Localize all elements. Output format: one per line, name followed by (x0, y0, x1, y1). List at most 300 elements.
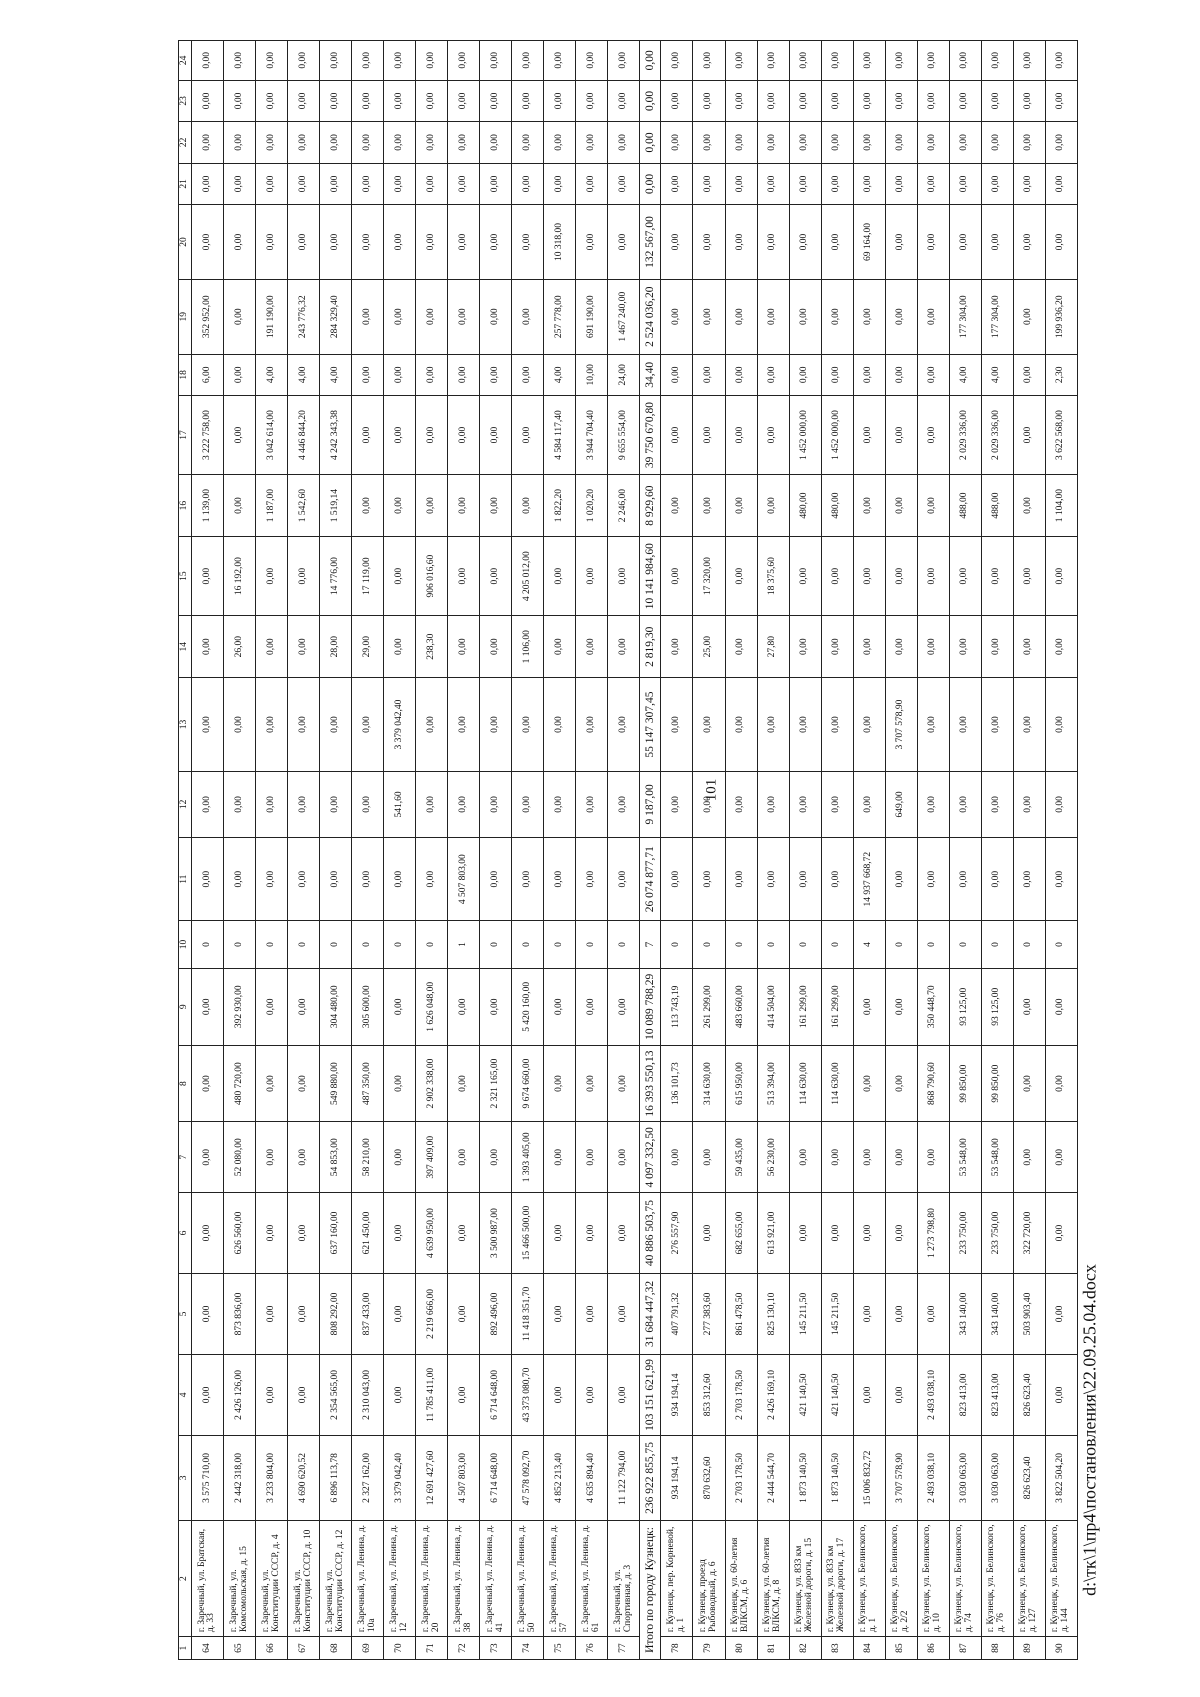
value-cell: 0,00 (288, 838, 320, 921)
value-cell: 0,00 (384, 122, 416, 164)
value-cell: 0,00 (384, 616, 416, 678)
value-cell: 0,00 (480, 537, 512, 616)
value-cell: 14 776,00 (320, 537, 352, 616)
value-cell: 0,00 (789, 80, 821, 122)
value-cell: 0,00 (608, 205, 640, 280)
value-cell: 0,00 (1013, 80, 1045, 122)
value-cell: 243 776,32 (288, 279, 320, 354)
value-cell: 4 852 213,40 (544, 1435, 576, 1520)
value-cell: 11 122 794,00 (608, 1435, 640, 1520)
total-value-cell: 4 097 332,50 (640, 1122, 661, 1193)
table-row (725, 41, 757, 1660)
value-cell: 0,00 (191, 1122, 223, 1193)
value-cell: 0,00 (949, 163, 981, 205)
total-value-cell: 236 922 855,75 (640, 1435, 661, 1520)
value-cell: 0,00 (544, 968, 576, 1045)
address-cell: г. Заречный, ул. Братская, д. 33 (191, 1520, 223, 1636)
value-cell: 0,00 (512, 838, 544, 921)
table-row (416, 41, 448, 1660)
table-row (576, 41, 608, 1660)
value-cell: 0,00 (885, 354, 917, 396)
value-cell: 0,00 (661, 771, 693, 837)
row-number-cell: 87 (949, 1637, 981, 1660)
value-cell: 0,00 (1045, 616, 1077, 678)
value-cell: 0,00 (917, 122, 949, 164)
value-cell: 0,00 (576, 1122, 608, 1193)
value-cell: 0,00 (821, 616, 853, 678)
value-cell: 837 433,00 (352, 1273, 384, 1354)
value-cell: 0,00 (480, 122, 512, 164)
value-cell: 0,00 (1045, 1122, 1077, 1193)
value-cell: 0,00 (725, 537, 757, 616)
table-row (1045, 41, 1077, 1660)
value-cell: 0,00 (256, 1122, 288, 1193)
value-cell: 0,00 (693, 122, 725, 164)
value-cell: 350 448,70 (917, 968, 949, 1045)
value-cell: 0,00 (224, 396, 256, 475)
value-cell: 0,00 (1045, 80, 1077, 122)
value-cell: 99 850,00 (949, 1045, 981, 1122)
header-cell: 8 (179, 1045, 192, 1122)
address-cell: г. Заречный, ул. Комсомольская, д. 15 (224, 1520, 256, 1636)
value-cell: 0,00 (661, 354, 693, 396)
value-cell: 343 140,00 (981, 1273, 1013, 1354)
value-cell: 0,00 (608, 1122, 640, 1193)
value-cell: 0,00 (576, 1045, 608, 1122)
value-cell: 0,00 (191, 968, 223, 1045)
value-cell: 0,00 (384, 838, 416, 921)
value-cell: 10 318,00 (544, 205, 576, 280)
table-row (512, 41, 544, 1660)
total-value-cell: 34,40 (640, 354, 661, 396)
value-cell: 0,00 (256, 678, 288, 771)
value-cell: 177 304,00 (981, 279, 1013, 354)
value-cell: 17 320,00 (693, 537, 725, 616)
value-cell: 0,00 (725, 616, 757, 678)
value-cell: 0,00 (352, 41, 384, 81)
value-cell: 0,00 (789, 205, 821, 280)
value-cell: 0,00 (288, 80, 320, 122)
value-cell: 0,00 (1045, 1045, 1077, 1122)
value-cell: 2 246,00 (608, 474, 640, 536)
value-cell: 0,00 (853, 1122, 885, 1193)
value-cell: 2 029 336,00 (949, 396, 981, 475)
value-cell: 0,00 (1045, 678, 1077, 771)
value-cell: 0,00 (191, 678, 223, 771)
table-row (608, 41, 640, 1660)
value-cell: 0,00 (885, 80, 917, 122)
value-cell: 0,00 (981, 41, 1013, 81)
value-cell: 0,00 (1013, 122, 1045, 164)
value-cell: 0,00 (224, 838, 256, 921)
row-number-cell: 68 (320, 1637, 352, 1660)
value-cell: 1 393 405,00 (512, 1122, 544, 1193)
value-cell: 0,00 (448, 1045, 480, 1122)
value-cell: 0,00 (1013, 474, 1045, 536)
value-cell: 823 413,00 (981, 1354, 1013, 1435)
value-cell: 0,00 (352, 80, 384, 122)
value-cell: 191 190,00 (256, 279, 288, 354)
value-cell: 0,00 (480, 205, 512, 280)
value-cell: 873 836,00 (224, 1273, 256, 1354)
total-value-cell: 103 151 621,99 (640, 1354, 661, 1435)
total-value-cell: 0,00 (640, 163, 661, 205)
value-cell: 3 707 578,90 (885, 1435, 917, 1520)
value-cell: 4,00 (949, 354, 981, 396)
value-cell: 0,00 (288, 537, 320, 616)
value-cell: 0,00 (949, 678, 981, 771)
table-row (1013, 41, 1045, 1660)
value-cell: 1 873 140,50 (789, 1435, 821, 1520)
value-cell: 0,00 (576, 1193, 608, 1274)
value-cell: 0,00 (416, 838, 448, 921)
value-cell: 0,00 (693, 1193, 725, 1274)
value-cell: 0,00 (384, 163, 416, 205)
value-cell: 0,00 (320, 80, 352, 122)
value-cell: 392 930,00 (224, 968, 256, 1045)
value-cell: 649,00 (885, 771, 917, 837)
value-cell: 0,00 (1045, 1273, 1077, 1354)
header-cell: 21 (179, 163, 192, 205)
rotated-table-container (178, 40, 1078, 1660)
value-cell: 0 (320, 921, 352, 969)
value-cell: 0,00 (853, 678, 885, 771)
address-cell: г. Кузнецк, ул. Белинского, д. 144 (1045, 1520, 1077, 1636)
table-row (917, 41, 949, 1660)
value-cell: 0,00 (1045, 968, 1077, 1045)
value-cell: 0,00 (256, 122, 288, 164)
value-cell: 4,00 (981, 354, 1013, 396)
value-cell: 0,00 (512, 80, 544, 122)
value-cell: 3 233 804,00 (256, 1435, 288, 1520)
value-cell: 0,00 (949, 41, 981, 81)
value-cell: 257 778,00 (544, 279, 576, 354)
value-cell: 934 194,14 (661, 1435, 693, 1520)
value-cell: 3 500 987,00 (480, 1193, 512, 1274)
value-cell: 0,00 (693, 163, 725, 205)
row-number-cell: 77 (608, 1637, 640, 1660)
row-number-cell: 90 (1045, 1637, 1077, 1660)
value-cell: 0,00 (256, 80, 288, 122)
value-cell: 0,00 (757, 80, 789, 122)
table-row (789, 41, 821, 1660)
value-cell: 2 493 038,10 (917, 1354, 949, 1435)
value-cell: 0,00 (757, 354, 789, 396)
row-number-cell: 65 (224, 1637, 256, 1660)
value-cell: 615 950,00 (725, 1045, 757, 1122)
value-cell: 0,00 (885, 537, 917, 616)
value-cell: 0,00 (693, 41, 725, 81)
value-cell: 0 (512, 921, 544, 969)
value-cell: 99 850,00 (981, 1045, 1013, 1122)
value-cell: 0,00 (384, 1122, 416, 1193)
value-cell: 0,00 (917, 771, 949, 837)
value-cell: 11 418 351,70 (512, 1273, 544, 1354)
header-cell: 1 (179, 1637, 192, 1660)
value-cell: 0,00 (512, 678, 544, 771)
value-cell: 0,00 (448, 537, 480, 616)
value-cell: 0,00 (224, 354, 256, 396)
value-cell: 0,00 (448, 1273, 480, 1354)
value-cell: 0,00 (480, 968, 512, 1045)
row-number-cell: 76 (576, 1637, 608, 1660)
header-cell: 13 (179, 678, 192, 771)
value-cell: 3 575 710,00 (191, 1435, 223, 1520)
value-cell: 0,00 (853, 968, 885, 1045)
value-cell: 0,00 (256, 537, 288, 616)
value-cell: 3 222 758,00 (191, 396, 223, 475)
value-cell: 549 880,00 (320, 1045, 352, 1122)
row-number-cell: 71 (416, 1637, 448, 1660)
total-value-cell: 10 141 984,60 (640, 537, 661, 616)
value-cell: 0,00 (821, 354, 853, 396)
value-cell: 0,00 (384, 1193, 416, 1274)
address-cell: г. Заречный, ул. Ленина, д. 38 (448, 1520, 480, 1636)
value-cell: 4 639 950,00 (416, 1193, 448, 1274)
value-cell: 541,60 (384, 771, 416, 837)
value-cell: 397 409,00 (416, 1122, 448, 1193)
data-table (178, 40, 1078, 1660)
header-cell: 6 (179, 1193, 192, 1274)
value-cell: 11 785 411,00 (416, 1354, 448, 1435)
value-cell: 3 707 578,90 (885, 678, 917, 771)
value-cell: 861 478,50 (725, 1273, 757, 1354)
value-cell: 0,00 (256, 163, 288, 205)
value-cell: 0 (1045, 921, 1077, 969)
row-number-cell: 66 (256, 1637, 288, 1660)
value-cell: 0,00 (256, 771, 288, 837)
value-cell: 0,00 (352, 279, 384, 354)
value-cell: 0,00 (757, 474, 789, 536)
header-cell: 18 (179, 354, 192, 396)
value-cell: 626 560,00 (224, 1193, 256, 1274)
address-cell: г. Заречный, ул. Конституции СССР, д. 10 (288, 1520, 320, 1636)
value-cell: 0,00 (821, 41, 853, 81)
table-row (191, 41, 223, 1660)
value-cell: 0,00 (512, 122, 544, 164)
header-cell: 3 (179, 1435, 192, 1520)
value-cell: 0,00 (384, 1045, 416, 1122)
value-cell: 136 101,73 (661, 1045, 693, 1122)
value-cell: 0,00 (448, 41, 480, 81)
value-cell: 6 714 648,00 (480, 1354, 512, 1435)
table-row (661, 41, 693, 1660)
value-cell: 28,00 (320, 616, 352, 678)
value-cell: 0,00 (949, 616, 981, 678)
value-cell: 0,00 (512, 771, 544, 837)
value-cell: 0,00 (191, 771, 223, 837)
value-cell: 0,00 (288, 205, 320, 280)
value-cell: 12 691 427,60 (416, 1435, 448, 1520)
value-cell: 1 467 240,00 (608, 279, 640, 354)
value-cell: 343 140,00 (949, 1273, 981, 1354)
table-row (693, 41, 725, 1660)
value-cell: 6 896 113,78 (320, 1435, 352, 1520)
value-cell: 0,00 (1013, 41, 1045, 81)
value-cell: 305 600,00 (352, 968, 384, 1045)
value-cell: 0 (693, 921, 725, 969)
value-cell: 0,00 (1045, 1193, 1077, 1274)
value-cell: 0,00 (608, 838, 640, 921)
value-cell: 0,00 (384, 396, 416, 475)
value-cell: 0,00 (949, 80, 981, 122)
value-cell: 276 557,90 (661, 1193, 693, 1274)
value-cell: 0,00 (1013, 354, 1045, 396)
total-value-cell: 8 929,60 (640, 474, 661, 536)
value-cell: 2 219 666,00 (416, 1273, 448, 1354)
row-number-cell: 79 (693, 1637, 725, 1660)
value-cell: 0 (661, 921, 693, 969)
value-cell: 0,00 (320, 163, 352, 205)
value-cell: 0,00 (693, 354, 725, 396)
row-number-cell: 83 (821, 1637, 853, 1660)
table-row (544, 41, 576, 1660)
value-cell: 1 139,00 (191, 474, 223, 536)
value-cell: 2 442 318,00 (224, 1435, 256, 1520)
address-cell: г. Заречный, ул. Ленина, д. 12 (384, 1520, 416, 1636)
value-cell: 0,00 (917, 537, 949, 616)
header-cell: 17 (179, 396, 192, 475)
value-cell: 0,00 (416, 678, 448, 771)
value-cell: 0,00 (853, 1273, 885, 1354)
value-cell: 0,00 (448, 205, 480, 280)
value-cell: 1 (448, 921, 480, 969)
value-cell: 0,00 (917, 678, 949, 771)
value-cell: 0,00 (191, 1354, 223, 1435)
table-row (757, 41, 789, 1660)
value-cell: 0,00 (693, 678, 725, 771)
header-cell: 22 (179, 122, 192, 164)
value-cell: 0,00 (608, 1273, 640, 1354)
value-cell: 0,00 (416, 354, 448, 396)
value-cell: 0,00 (448, 279, 480, 354)
value-cell: 0,00 (608, 1045, 640, 1122)
value-cell: 0,00 (224, 771, 256, 837)
value-cell: 0,00 (480, 354, 512, 396)
value-cell: 868 790,60 (917, 1045, 949, 1122)
value-cell: 0,00 (576, 122, 608, 164)
value-cell: 0,00 (576, 1354, 608, 1435)
value-cell: 0 (576, 921, 608, 969)
value-cell: 0,00 (384, 354, 416, 396)
value-cell: 58 210,00 (352, 1122, 384, 1193)
header-cell: 24 (179, 41, 192, 81)
value-cell: 199 936,20 (1045, 279, 1077, 354)
value-cell: 0,00 (789, 1122, 821, 1193)
table-row (885, 41, 917, 1660)
value-cell: 0,00 (448, 1354, 480, 1435)
value-cell: 352 952,00 (191, 279, 223, 354)
value-cell: 52 080,00 (224, 1122, 256, 1193)
value-cell: 0,00 (608, 41, 640, 81)
value-cell: 0,00 (448, 616, 480, 678)
value-cell: 0,00 (256, 968, 288, 1045)
value-cell: 0,00 (544, 41, 576, 81)
value-cell: 0,00 (821, 838, 853, 921)
value-cell: 0,00 (256, 1193, 288, 1274)
value-cell: 0,00 (725, 163, 757, 205)
value-cell: 0,00 (693, 279, 725, 354)
value-cell: 0,00 (191, 205, 223, 280)
value-cell: 826 623,40 (1013, 1435, 1045, 1520)
value-cell: 2 426 126,00 (224, 1354, 256, 1435)
value-cell: 0,00 (576, 678, 608, 771)
value-cell: 56 230,00 (757, 1122, 789, 1193)
address-cell: г. Кузнецк, проезд Рыбоводный, д. 6 (693, 1520, 725, 1636)
value-cell: 0,00 (725, 474, 757, 536)
value-cell: 0,00 (480, 838, 512, 921)
header-cell: 5 (179, 1273, 192, 1354)
value-cell: 53 548,00 (981, 1122, 1013, 1193)
value-cell: 0,00 (256, 1354, 288, 1435)
value-cell: 6,00 (191, 354, 223, 396)
value-cell: 0,00 (853, 1045, 885, 1122)
value-cell: 0,00 (544, 1273, 576, 1354)
value-cell: 0,00 (320, 771, 352, 837)
value-cell: 0,00 (352, 838, 384, 921)
header-cell: 2 (179, 1520, 192, 1636)
row-number-cell: 72 (448, 1637, 480, 1660)
table-row (853, 41, 885, 1660)
value-cell: 25,00 (693, 616, 725, 678)
value-cell: 1 104,00 (1045, 474, 1077, 536)
value-cell: 0,00 (725, 838, 757, 921)
value-cell: 0,00 (544, 771, 576, 837)
address-cell: г. Заречный, ул. Конституции СССР, д. 12 (320, 1520, 352, 1636)
value-cell: 0,00 (256, 616, 288, 678)
row-number-cell: 85 (885, 1637, 917, 1660)
value-cell: 0,00 (1045, 838, 1077, 921)
value-cell: 2 493 038,10 (917, 1435, 949, 1520)
value-cell: 4 205 012,00 (512, 537, 544, 616)
value-cell: 0,00 (981, 771, 1013, 837)
value-cell: 0,00 (725, 678, 757, 771)
value-cell: 0,00 (917, 1273, 949, 1354)
value-cell: 0,00 (544, 537, 576, 616)
value-cell: 421 140,50 (821, 1354, 853, 1435)
header-row (179, 41, 192, 1660)
value-cell: 0,00 (981, 163, 1013, 205)
address-cell: г. Кузнецк, ул. 833 км Железной дороги, д. 15 (789, 1520, 821, 1636)
value-cell: 0,00 (352, 354, 384, 396)
value-cell: 0,00 (661, 1122, 693, 1193)
table-row (821, 41, 853, 1660)
table-row (448, 41, 480, 1660)
value-cell: 2 703 178,50 (725, 1354, 757, 1435)
value-cell: 0,00 (191, 1045, 223, 1122)
value-cell: 0,00 (661, 163, 693, 205)
total-value-cell: 10 089 788,29 (640, 968, 661, 1045)
value-cell: 0,00 (576, 163, 608, 205)
value-cell: 0,00 (320, 205, 352, 280)
value-cell: 0,00 (789, 279, 821, 354)
row-number-cell: 64 (191, 1637, 223, 1660)
value-cell: 0,00 (1013, 205, 1045, 280)
address-cell: г. Кузнецк, ул. Белинского, д. 127 (1013, 1520, 1045, 1636)
value-cell: 0,00 (416, 122, 448, 164)
value-cell: 9 674 660,00 (512, 1045, 544, 1122)
table-row (480, 41, 512, 1660)
value-cell: 0,00 (949, 537, 981, 616)
value-cell: 0,00 (544, 1045, 576, 1122)
total-value-cell: 26 074 877,71 (640, 838, 661, 921)
value-cell: 0,00 (224, 474, 256, 536)
header-cell: 14 (179, 616, 192, 678)
value-cell: 0,00 (608, 678, 640, 771)
value-cell: 0,00 (949, 205, 981, 280)
value-cell: 0,00 (885, 968, 917, 1045)
row-number-cell: 75 (544, 1637, 576, 1660)
